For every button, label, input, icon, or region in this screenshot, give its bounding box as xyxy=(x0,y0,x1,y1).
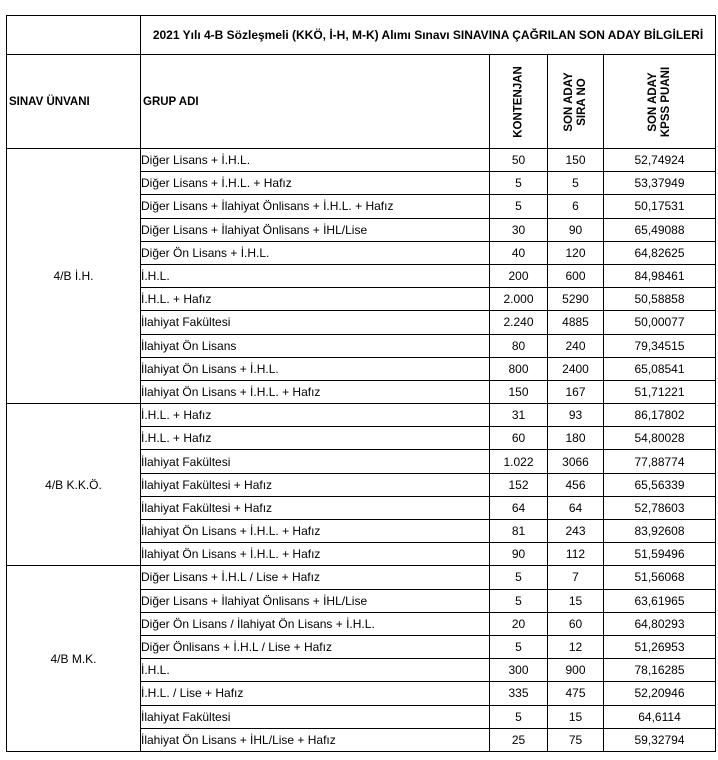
sinav-unvani-cell: 4/B İ.H. xyxy=(7,149,141,404)
kontenjan-cell: 200 xyxy=(490,264,548,287)
kontenjan-cell: 5 xyxy=(490,635,548,658)
sinav-unvani-cell: 4/B K.K.Ö. xyxy=(7,404,141,566)
sira-no-cell: 167 xyxy=(548,380,604,403)
grup-adi-cell: İlahiyat Fakültesi + Hafız xyxy=(141,496,490,519)
kpss-puani-cell: 86,17802 xyxy=(604,404,716,427)
grup-adi-cell: Diğer Lisans + İ.H.L / Lise + Hafız xyxy=(141,566,490,589)
grup-adi-cell: Diğer Ön Lisans / İlahiyat Ön Lisans + İ.H.L. xyxy=(141,612,490,635)
kontenjan-cell: 150 xyxy=(490,380,548,403)
sira-no-cell: 4885 xyxy=(548,311,604,334)
kontenjan-cell: 64 xyxy=(490,496,548,519)
sira-no-cell: 600 xyxy=(548,264,604,287)
sira-no-cell: 15 xyxy=(548,705,604,728)
grup-adi-cell: Diğer Lisans + İ.H.L. + Hafız xyxy=(141,172,490,195)
grup-adi-cell: İlahiyat Ön Lisans + İ.H.L. + Hafız xyxy=(141,520,490,543)
grup-adi-cell: İ.H.L. + Hafız xyxy=(141,404,490,427)
kpss-puani-cell: 51,56068 xyxy=(604,566,716,589)
sira-no-cell: 93 xyxy=(548,404,604,427)
sira-no-cell: 64 xyxy=(548,496,604,519)
kontenjan-cell: 40 xyxy=(490,241,548,264)
kpss-puani-cell: 79,34515 xyxy=(604,334,716,357)
grup-adi-cell: Diğer Önlisans + İ.H.L / Lise + Hafız xyxy=(141,635,490,658)
kontenjan-cell: 50 xyxy=(490,149,548,172)
sira-no-cell: 243 xyxy=(548,520,604,543)
grup-adi-cell: İ.H.L. / Lise + Hafız xyxy=(141,682,490,705)
kpss-puani-cell: 52,74924 xyxy=(604,149,716,172)
sira-no-cell: 5290 xyxy=(548,288,604,311)
kpss-puani-cell: 50,58858 xyxy=(604,288,716,311)
kpss-puani-cell: 51,26953 xyxy=(604,635,716,658)
kontenjan-cell: 5 xyxy=(490,566,548,589)
kpss-puani-cell: 63,61965 xyxy=(604,589,716,612)
grup-adi-cell: İ.H.L. xyxy=(141,264,490,287)
grup-adi-cell: İlahiyat Ön Lisans + İHL/Lise + Hafız xyxy=(141,728,490,751)
results-table xyxy=(6,15,716,752)
kontenjan-cell: 31 xyxy=(490,404,548,427)
kontenjan-cell: 20 xyxy=(490,612,548,635)
grup-adi-cell: Diğer Lisans + İlahiyat Önlisans + İHL/Lise xyxy=(141,218,490,241)
sira-no-cell: 6 xyxy=(548,195,604,218)
kpss-puani-cell: 77,88774 xyxy=(604,450,716,473)
kpss-puani-cell: 64,6114 xyxy=(604,705,716,728)
kpss-puani-cell: 64,82625 xyxy=(604,241,716,264)
sira-no-cell: 2400 xyxy=(548,357,604,380)
kpss-puani-cell: 50,00077 xyxy=(604,311,716,334)
sira-no-cell: 5 xyxy=(548,172,604,195)
grup-adi-cell: İlahiyat Ön Lisans + İ.H.L. xyxy=(141,357,490,380)
grup-adi-cell: İlahiyat Fakültesi xyxy=(141,311,490,334)
kpss-puani-cell: 52,78603 xyxy=(604,496,716,519)
grup-adi-cell: İ.H.L. + Hafız xyxy=(141,288,490,311)
kontenjan-cell: 152 xyxy=(490,473,548,496)
kpss-puani-cell: 65,49088 xyxy=(604,218,716,241)
sira-no-cell: 112 xyxy=(548,543,604,566)
table-body xyxy=(7,149,716,752)
grup-adi-cell: İlahiyat Ön Lisans + İ.H.L. + Hafız xyxy=(141,380,490,403)
grup-adi-cell: İlahiyat Fakültesi xyxy=(141,705,490,728)
kpss-puani-cell: 78,16285 xyxy=(604,659,716,682)
grup-adi-cell: İlahiyat Fakültesi + Hafız xyxy=(141,473,490,496)
grup-adi-cell: İ.H.L. xyxy=(141,659,490,682)
grup-adi-cell: İlahiyat Ön Lisans + İ.H.L. + Hafız xyxy=(141,543,490,566)
kontenjan-cell: 5 xyxy=(490,172,548,195)
kpss-puani-cell: 51,59496 xyxy=(604,543,716,566)
kontenjan-cell: 2.240 xyxy=(490,311,548,334)
header-sinav-unvani: SINAV ÜNVANI xyxy=(7,55,141,149)
sira-no-cell: 75 xyxy=(548,728,604,751)
kpss-puani-cell: 59,32794 xyxy=(604,728,716,751)
kpss-puani-cell: 50,17531 xyxy=(604,195,716,218)
sira-no-cell: 7 xyxy=(548,566,604,589)
kpss-puani-cell: 52,20946 xyxy=(604,682,716,705)
kpss-puani-cell: 65,08541 xyxy=(604,357,716,380)
sira-no-cell: 120 xyxy=(548,241,604,264)
header-son-aday-sira-no: SON ADAY SIRA NO xyxy=(548,55,604,149)
kpss-puani-cell: 84,98461 xyxy=(604,264,716,287)
kontenjan-cell: 30 xyxy=(490,218,548,241)
kontenjan-cell: 335 xyxy=(490,682,548,705)
kontenjan-cell: 81 xyxy=(490,520,548,543)
kontenjan-cell: 300 xyxy=(490,659,548,682)
sira-no-cell: 3066 xyxy=(548,450,604,473)
table-row xyxy=(7,149,716,172)
sinav-unvani-cell: 4/B M.K. xyxy=(7,566,141,752)
table-row xyxy=(7,566,716,589)
sira-no-cell: 150 xyxy=(548,149,604,172)
kpss-puani-cell: 65,56339 xyxy=(604,473,716,496)
kpss-puani-cell: 51,71221 xyxy=(604,380,716,403)
sira-no-cell: 475 xyxy=(548,682,604,705)
kpss-puani-cell: 64,80293 xyxy=(604,612,716,635)
sira-no-cell: 90 xyxy=(548,218,604,241)
table-row xyxy=(7,404,716,427)
grup-adi-cell: Diğer Lisans + İlahiyat Önlisans + İ.H.L. + Hafız xyxy=(141,195,490,218)
sira-no-cell: 180 xyxy=(548,427,604,450)
kontenjan-cell: 80 xyxy=(490,334,548,357)
header-son-aday-kpss-puani: SON ADAY KPSS PUANI xyxy=(604,55,716,149)
sira-no-cell: 240 xyxy=(548,334,604,357)
kontenjan-cell: 1.022 xyxy=(490,450,548,473)
header-kontenjan: KONTENJAN xyxy=(490,55,548,149)
kontenjan-cell: 25 xyxy=(490,728,548,751)
kontenjan-cell: 60 xyxy=(490,427,548,450)
sira-no-cell: 900 xyxy=(548,659,604,682)
grup-adi-cell: Diğer Lisans + İ.H.L. xyxy=(141,149,490,172)
grup-adi-cell: İlahiyat Fakültesi xyxy=(141,450,490,473)
kontenjan-cell: 5 xyxy=(490,705,548,728)
table-title: 2021 Yılı 4-B Sözleşmeli (KKÖ, İ-H, M-K) Alımı Sınavı SINAVINA ÇAĞRILAN SON ADAY BİLGİLERİ xyxy=(141,16,716,55)
header-grup-adi: GRUP ADI xyxy=(141,55,490,149)
grup-adi-cell: İlahiyat Ön Lisans xyxy=(141,334,490,357)
kontenjan-cell: 5 xyxy=(490,589,548,612)
kontenjan-cell: 90 xyxy=(490,543,548,566)
sira-no-cell: 15 xyxy=(548,589,604,612)
sira-no-cell: 456 xyxy=(548,473,604,496)
grup-adi-cell: Diğer Lisans + İlahiyat Önlisans + İHL/Lise xyxy=(141,589,490,612)
corner-empty-cell xyxy=(7,16,141,55)
kpss-puani-cell: 83,92608 xyxy=(604,520,716,543)
kontenjan-cell: 800 xyxy=(490,357,548,380)
kontenjan-cell: 5 xyxy=(490,195,548,218)
kontenjan-cell: 2.000 xyxy=(490,288,548,311)
grup-adi-cell: İ.H.L. + Hafız xyxy=(141,427,490,450)
sira-no-cell: 60 xyxy=(548,612,604,635)
kpss-puani-cell: 54,80028 xyxy=(604,427,716,450)
sira-no-cell: 12 xyxy=(548,635,604,658)
kpss-puani-cell: 53,37949 xyxy=(604,172,716,195)
grup-adi-cell: Diğer Ön Lisans + İ.H.L. xyxy=(141,241,490,264)
